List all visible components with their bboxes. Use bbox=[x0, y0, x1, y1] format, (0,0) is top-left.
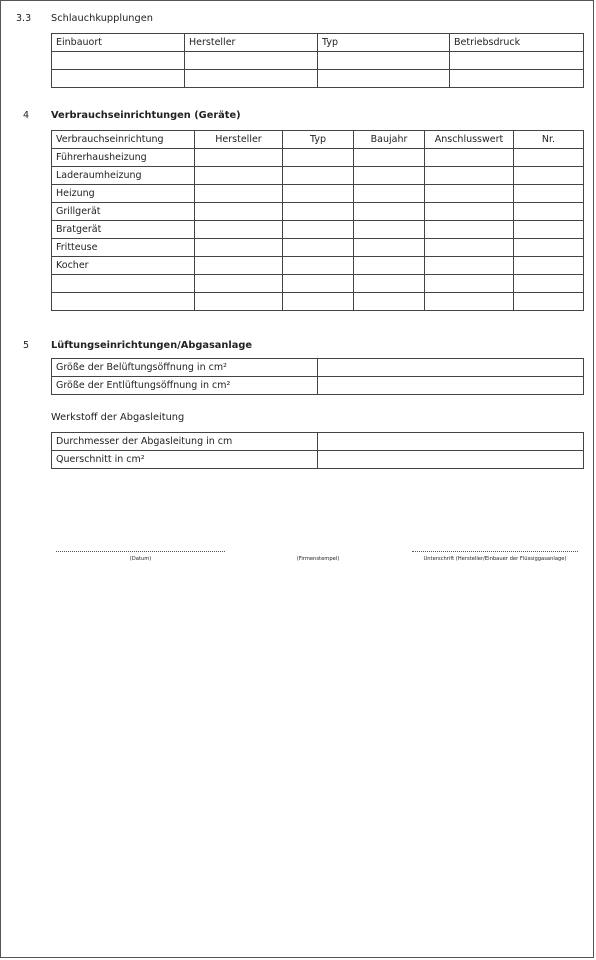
table-row bbox=[52, 433, 584, 451]
input-cell[interactable] bbox=[195, 239, 283, 257]
table-row bbox=[52, 70, 584, 88]
input-cell[interactable] bbox=[354, 257, 425, 275]
header-hersteller: Hersteller bbox=[185, 34, 318, 52]
ventilation-table bbox=[51, 358, 584, 395]
section-number-3-3: 3.3 bbox=[16, 13, 32, 24]
input-cell[interactable] bbox=[514, 275, 584, 293]
input-cell[interactable] bbox=[52, 293, 195, 311]
row-label: Kocher bbox=[52, 257, 195, 275]
input-cell[interactable] bbox=[514, 185, 584, 203]
input-cell[interactable] bbox=[195, 221, 283, 239]
input-cell[interactable] bbox=[354, 293, 425, 311]
input-cell[interactable] bbox=[195, 167, 283, 185]
input-cell[interactable] bbox=[318, 433, 584, 451]
input-cell[interactable] bbox=[514, 203, 584, 221]
row-label: Bratgerät bbox=[52, 221, 195, 239]
input-cell[interactable] bbox=[514, 167, 584, 185]
input-cell[interactable] bbox=[283, 293, 354, 311]
input-cell[interactable] bbox=[354, 275, 425, 293]
input-cell[interactable] bbox=[318, 52, 450, 70]
header-hersteller: Hersteller bbox=[195, 131, 283, 149]
input-cell[interactable] bbox=[185, 52, 318, 70]
input-cell[interactable] bbox=[354, 221, 425, 239]
table-row bbox=[52, 359, 584, 377]
input-cell[interactable] bbox=[425, 293, 514, 311]
input-cell[interactable] bbox=[283, 167, 354, 185]
input-cell[interactable] bbox=[52, 275, 195, 293]
input-cell[interactable] bbox=[283, 275, 354, 293]
input-cell[interactable] bbox=[283, 239, 354, 257]
input-cell[interactable] bbox=[425, 221, 514, 239]
input-cell[interactable] bbox=[425, 239, 514, 257]
header-anschlusswert: Anschlusswert bbox=[425, 131, 514, 149]
input-cell[interactable] bbox=[283, 185, 354, 203]
input-cell[interactable] bbox=[318, 451, 584, 469]
input-cell[interactable] bbox=[195, 293, 283, 311]
row-label: Größe der Entlüftungsöffnung in cm² bbox=[52, 377, 318, 395]
input-cell[interactable] bbox=[283, 149, 354, 167]
input-cell[interactable] bbox=[425, 149, 514, 167]
table-row bbox=[52, 149, 584, 167]
input-cell[interactable] bbox=[318, 70, 450, 88]
input-cell[interactable] bbox=[514, 221, 584, 239]
input-cell[interactable] bbox=[283, 221, 354, 239]
header-typ: Typ bbox=[318, 34, 450, 52]
row-label: Laderaumheizung bbox=[52, 167, 195, 185]
table-row bbox=[52, 167, 584, 185]
input-cell[interactable] bbox=[195, 257, 283, 275]
input-cell[interactable] bbox=[514, 257, 584, 275]
company-stamp-label: (Firmenstempel) bbox=[296, 556, 340, 562]
input-cell[interactable] bbox=[195, 149, 283, 167]
section-number-4: 4 bbox=[23, 110, 30, 121]
row-label: Grillgerät bbox=[52, 203, 195, 221]
table-row bbox=[52, 239, 584, 257]
header-verbrauchseinrichtung: Verbrauchseinrichtung bbox=[52, 131, 195, 149]
input-cell[interactable] bbox=[514, 239, 584, 257]
row-label: Führerhausheizung bbox=[52, 149, 195, 167]
table-row bbox=[52, 52, 584, 70]
input-cell[interactable] bbox=[514, 293, 584, 311]
row-label: Durchmesser der Abgasleitung in cm bbox=[52, 433, 318, 451]
input-cell[interactable] bbox=[195, 203, 283, 221]
exhaust-table bbox=[51, 432, 584, 469]
row-label: Fritteuse bbox=[52, 239, 195, 257]
input-cell[interactable] bbox=[450, 52, 584, 70]
input-cell[interactable] bbox=[354, 185, 425, 203]
input-cell[interactable] bbox=[52, 70, 185, 88]
input-cell[interactable] bbox=[354, 239, 425, 257]
section-title-4: Verbrauchseinrichtungen (Geräte) bbox=[51, 110, 241, 121]
table-row bbox=[52, 377, 584, 395]
input-cell[interactable] bbox=[185, 70, 318, 88]
signature-label: Unterschrift (Hersteller/Einbauer der Flüssiggasanlage) bbox=[423, 556, 567, 562]
input-cell[interactable] bbox=[514, 149, 584, 167]
input-cell[interactable] bbox=[425, 203, 514, 221]
section-number-5: 5 bbox=[23, 340, 30, 351]
input-cell[interactable] bbox=[425, 167, 514, 185]
hose-couplings-table bbox=[51, 33, 584, 88]
exhaust-material-label: Werkstoff der Abgasleitung bbox=[51, 412, 185, 423]
date-line[interactable] bbox=[56, 551, 225, 552]
input-cell[interactable] bbox=[195, 185, 283, 203]
input-cell[interactable] bbox=[425, 185, 514, 203]
input-cell[interactable] bbox=[195, 275, 283, 293]
input-cell[interactable] bbox=[354, 167, 425, 185]
row-label: Querschnitt in cm² bbox=[52, 451, 318, 469]
header-typ: Typ bbox=[283, 131, 354, 149]
table-row bbox=[52, 257, 584, 275]
header-baujahr: Baujahr bbox=[354, 131, 425, 149]
input-cell[interactable] bbox=[283, 203, 354, 221]
input-cell[interactable] bbox=[354, 149, 425, 167]
header-einbauort: Einbauort bbox=[52, 34, 185, 52]
table-row bbox=[52, 451, 584, 469]
input-cell[interactable] bbox=[450, 70, 584, 88]
input-cell[interactable] bbox=[283, 257, 354, 275]
table-row bbox=[52, 203, 584, 221]
signature-line[interactable] bbox=[412, 551, 578, 552]
header-betriebsdruck: Betriebsdruck bbox=[450, 34, 584, 52]
input-cell[interactable] bbox=[318, 377, 584, 395]
row-label: Größe der Belüftungsöffnung in cm² bbox=[52, 359, 318, 377]
header-nr: Nr. bbox=[514, 131, 584, 149]
input-cell[interactable] bbox=[52, 52, 185, 70]
table-row bbox=[52, 185, 584, 203]
table-row bbox=[52, 293, 584, 311]
date-label: (Datum) bbox=[129, 556, 152, 562]
table-row bbox=[52, 221, 584, 239]
table-header-row bbox=[52, 131, 584, 149]
input-cell[interactable] bbox=[318, 359, 584, 377]
table-row bbox=[52, 275, 584, 293]
input-cell[interactable] bbox=[425, 257, 514, 275]
input-cell[interactable] bbox=[354, 203, 425, 221]
section-title-3-3: Schlauchkupplungen bbox=[51, 13, 153, 24]
input-cell[interactable] bbox=[425, 275, 514, 293]
table-header-row bbox=[52, 34, 584, 52]
row-label: Heizung bbox=[52, 185, 195, 203]
consumer-devices-table bbox=[51, 130, 584, 311]
section-title-5: Lüftungseinrichtungen/Abgasanlage bbox=[51, 340, 253, 351]
